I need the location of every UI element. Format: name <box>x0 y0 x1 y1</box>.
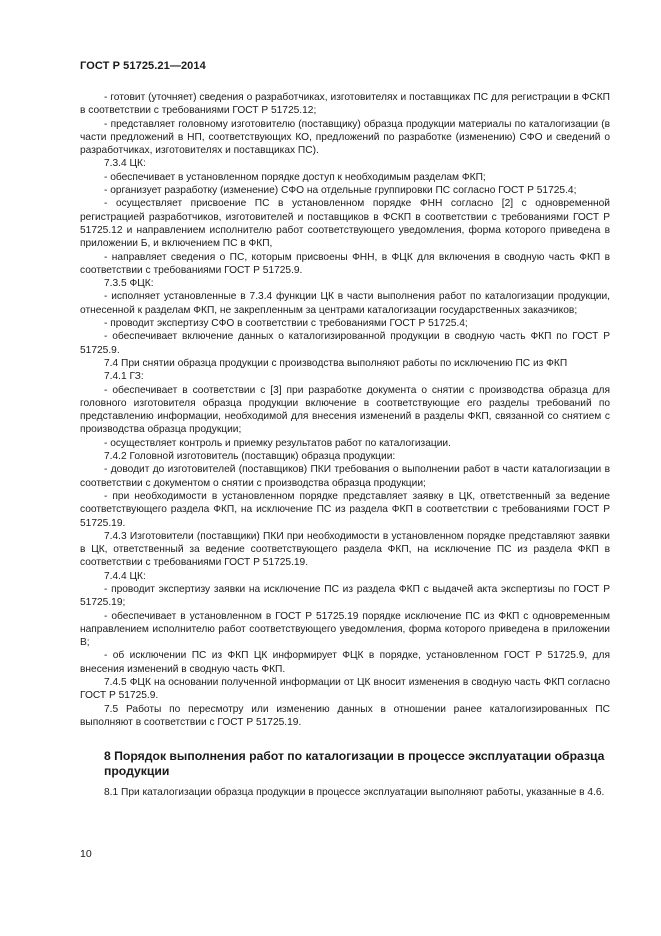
paragraph: - представляет головному изготовителю (поставщику) образца продукции материалы по каталогизации (в части предложений в НП, соответствующих КО, предложений по разработке (изменению) СФО и сведений о разработчиках, изготовителях и поставщиках ПС). <box>80 118 610 157</box>
paragraph: - обеспечивает в установленном в ГОСТ Р 51725.19 порядке исключение ПС из ФКП с одновременным направлением исполнителю работ соответствующего уведомления, форма которого приведена в приложении В; <box>80 610 610 649</box>
paragraph: - об исключении ПС из ФКП ЦК информирует ФЦК в порядке, установленном ГОСТ Р 51725.9, для внесения изменений в сводную часть ФКП. <box>80 650 610 675</box>
page-number: 10 <box>80 848 92 860</box>
paragraph: - обеспечивает в установленном порядке доступ к необходимым разделам ФКП; <box>104 171 486 183</box>
paragraph: - направляет сведения о ПС, которым присвоены ФНН, в ФЦК для включения в сводную часть ФКП в соответствии с требованиями ГОСТ Р 51725.9. <box>80 251 610 276</box>
paragraph: - доводит до изготовителей (поставщиков) ПКИ требования о выполнении работ в части каталогизации в соответствии с документом о снятии с производства образца продукции; <box>80 464 610 489</box>
paragraph: - обеспечивает включение данных о каталогизированной продукции в сводную часть ФКП по ГОСТ Р 51725.9. <box>80 331 610 356</box>
paragraph: - проводит экспертизу СФО в соответствии с требованиями ГОСТ Р 51725.4; <box>104 318 468 330</box>
clause-heading: 7.4.2 Головной изготовитель (поставщик) образца продукции: <box>104 451 396 463</box>
clause-heading: 7.4.4 ЦК: <box>104 570 146 582</box>
paragraph: 7.5 Работы по пересмотру или изменению данных в отношении ранее каталогизированных ПС выполняют в соответствии с ГОСТ Р 51725.19. <box>80 703 610 728</box>
clause-heading: 7.3.4 ЦК: <box>104 158 146 170</box>
clause-heading: 7.3.5 ФЦК: <box>104 278 154 290</box>
page-header-standard-id: ГОСТ Р 51725.21—2014 <box>80 60 206 72</box>
paragraph: - осуществляет присвоение ПС в установленном порядке ФНН согласно [2] с одновременной регистрацией разработчиков, изготовителей и поставщиков в ФСКП в соответствии с требованиями ГОСТ Р 51725.12 и направлением исполнителю работ соответствующего уведомления, форма которого приведена в приложении Б, и включением ПС в ФКП, <box>80 198 610 250</box>
clause-heading: 7.4 При снятии образца продукции с производства выполняют работы по исключению ПС из ФКП <box>104 357 568 369</box>
paragraph: - осуществляет контроль и приемку результатов работ по каталогизации. <box>104 437 451 449</box>
paragraph: 7.4.3 Изготовители (поставщики) ПКИ при необходимости в установленном порядке представляют заявки в ЦК, ответственный за ведение соответствующего раздела ФКП, на исключение ПС из раздела ФКП в соответствии с требованиями ГОСТ Р 51725.19. <box>80 530 610 569</box>
paragraph: - организует разработку (изменение) СФО на отдельные группировки ПС согласно ГОСТ Р 51725.4; <box>104 185 577 197</box>
section-8-heading: 8 Порядок выполнения работ по каталогизации в процессе эксплуатации образца продукции <box>104 749 605 779</box>
document-body <box>80 91 610 800</box>
clause-heading: 7.4.1 ГЗ: <box>104 371 144 383</box>
paragraph: - обеспечивает в соответствии с [3] при разработке документа о снятии с производства образца для головного изготовителя образца продукции включение в соответствующие его разделы требований по представлению информации, необходимой для внесения изменений в разделы ФКП, связанной со снятием с производства образца продукции; <box>80 384 610 436</box>
paragraph: - исполняет установленные в 7.3.4 функции ЦК в части выполнения работ по каталогизации продукции, отнесенной к разделам ФКП, не закрепленным за центрами каталогизации государственных заказчиков; <box>80 291 610 316</box>
paragraph: - проводит экспертизу заявки на исключение ПС из раздела ФКП с выдачей акта экспертизы по ГОСТ Р 51725.19; <box>80 583 610 609</box>
paragraph: - готовит (уточняет) сведения о разработчиках, изготовителях и поставщиках ПС для регистрации в ФСКП в соответствии с требованиями ГОСТ Р 51725.12; <box>80 92 610 117</box>
paragraph: 8.1 При каталогизации образца продукции в процессе эксплуатации выполняют работы, указанные в 4.6. <box>104 787 605 799</box>
paragraph: 7.4.5 ФЦК на основании полученной информации от ЦК вносит изменения в сводную часть ФКП согласно ГОСТ Р 51725.9. <box>80 677 610 702</box>
paragraph: - при необходимости в установленном порядке представляет заявку в ЦК, ответственный за ведение соответствующего раздела ФКП, на исключение ПС из раздела ФКП в соответствии с требованиями ГОСТ Р 51725.19. <box>80 490 610 529</box>
